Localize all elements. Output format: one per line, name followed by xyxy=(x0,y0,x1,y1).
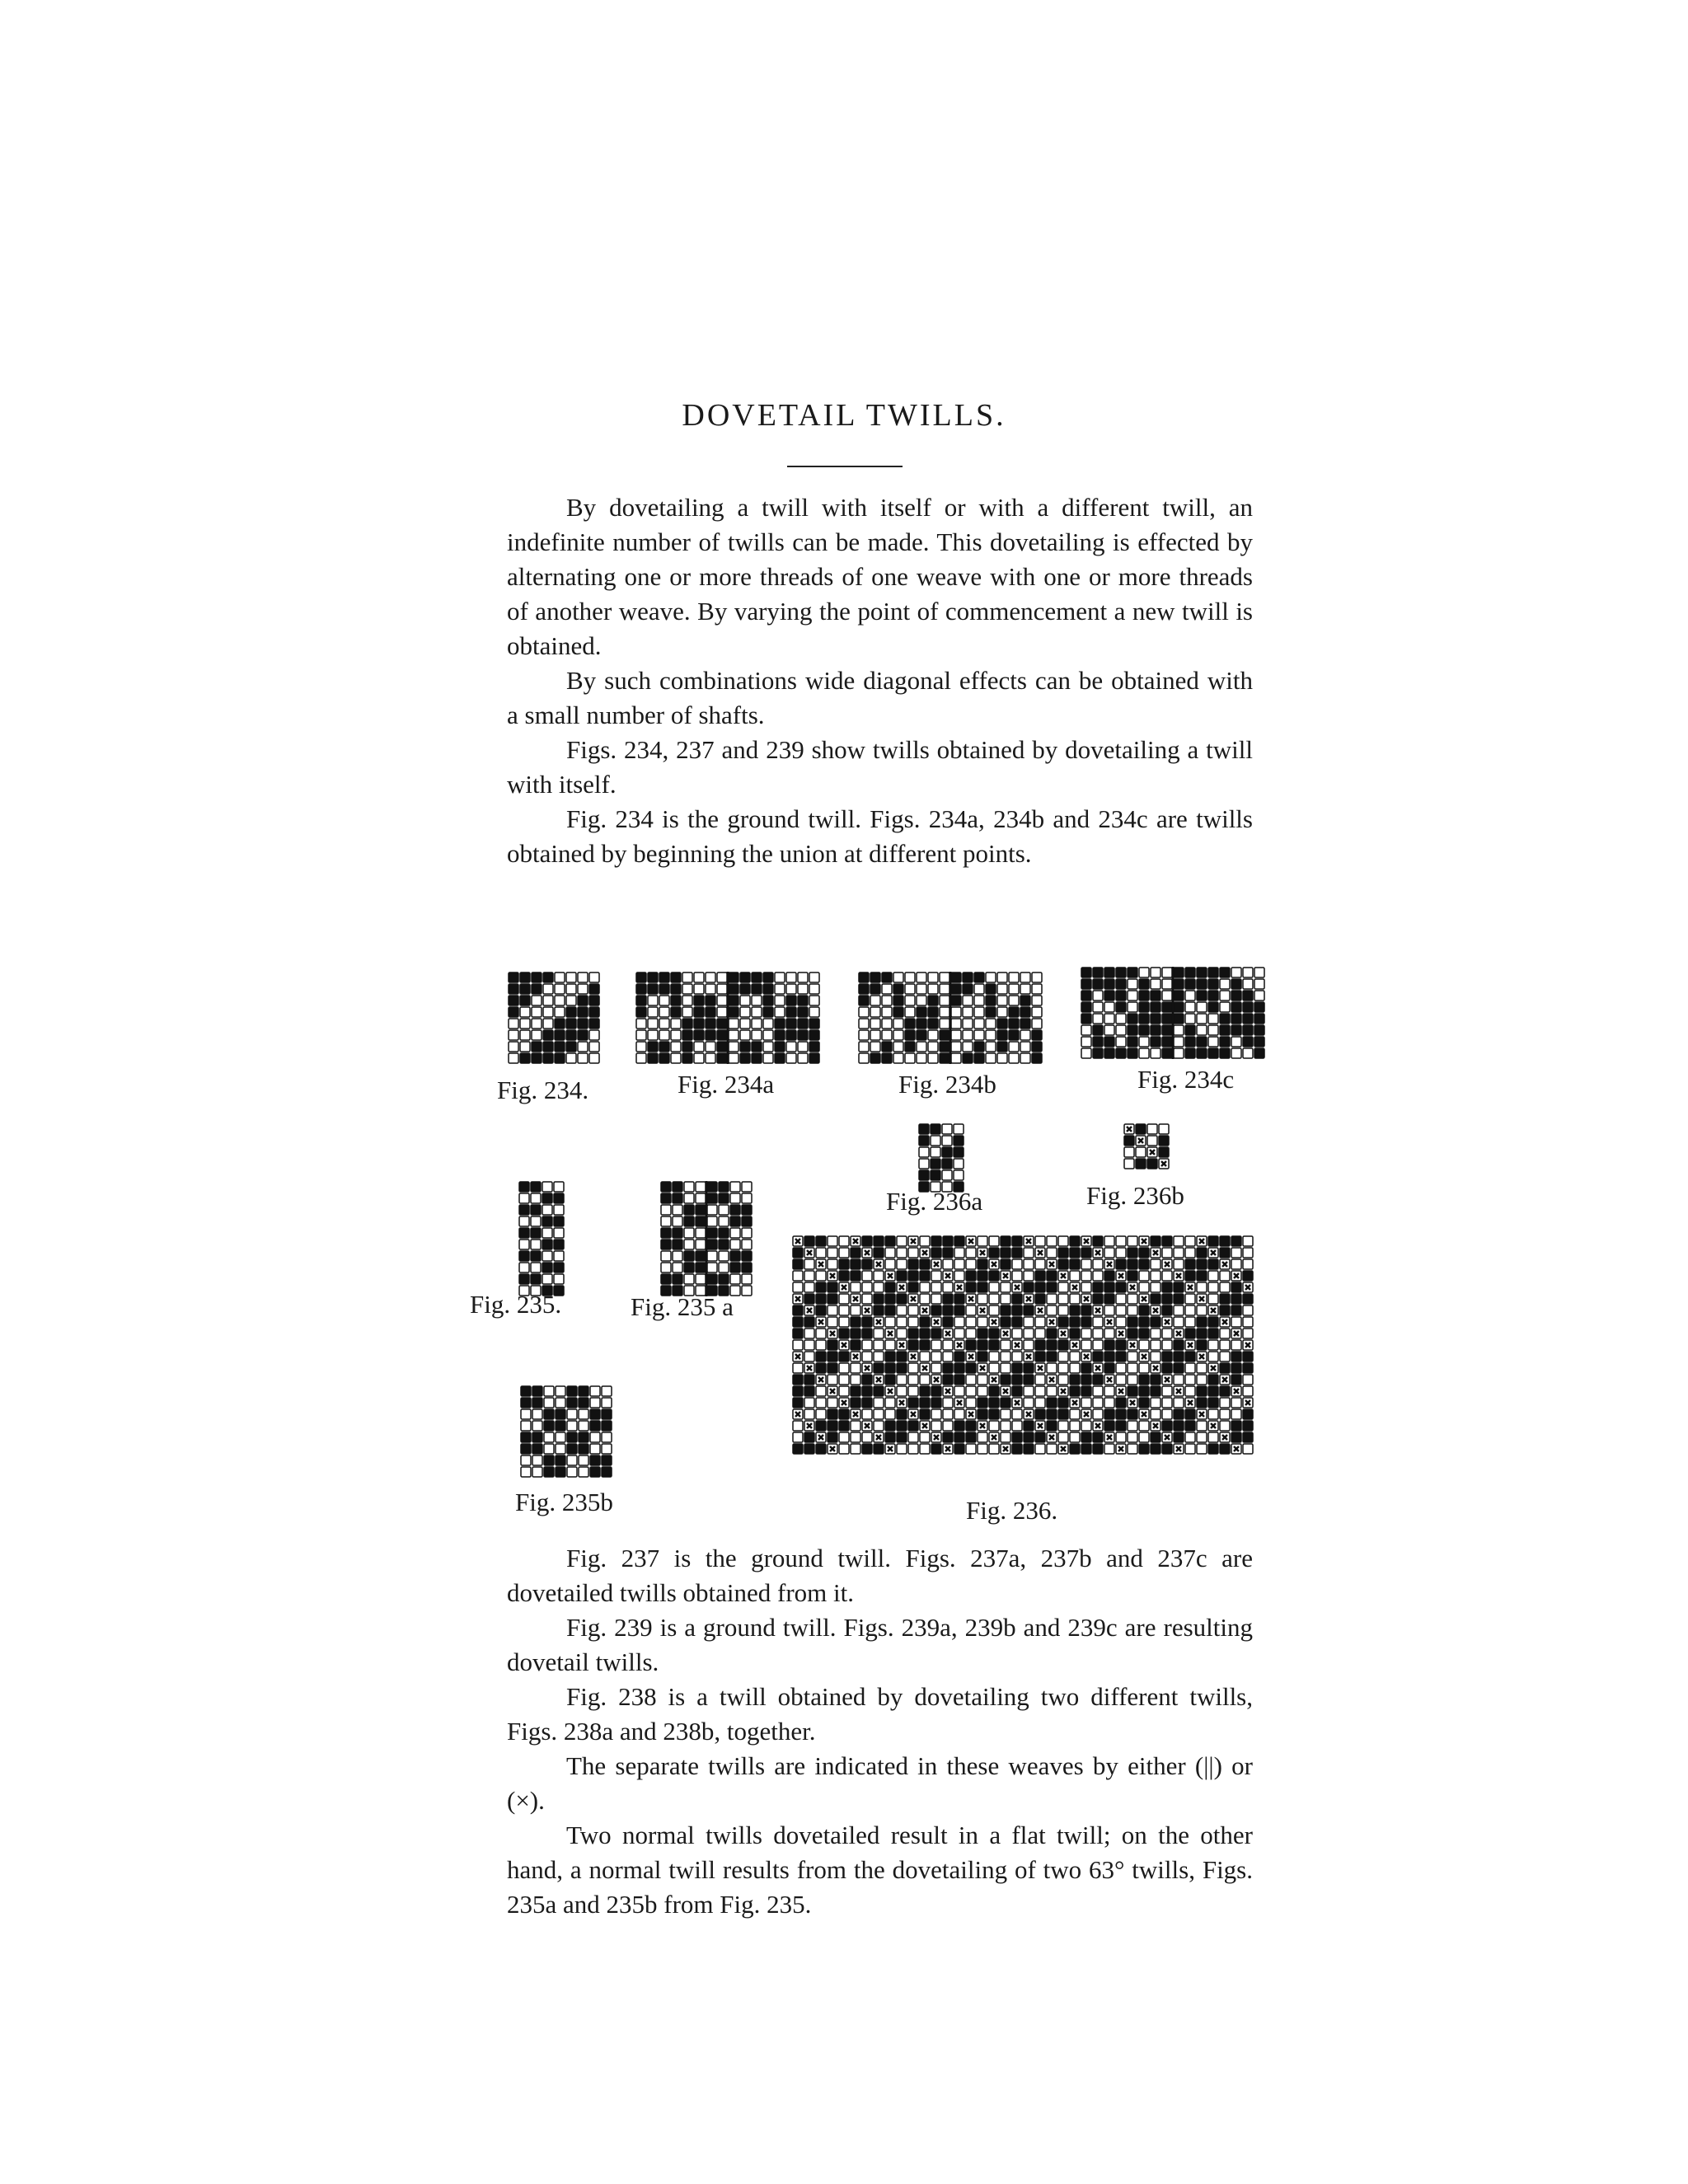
closing-text xyxy=(507,1541,1253,1922)
figure-caption: Fig. 234c xyxy=(1137,1065,1235,1094)
figure-caption: Fig. 236. xyxy=(966,1496,1058,1525)
weave-diagram-234 xyxy=(507,971,601,1065)
page-title: DOVETAIL TWILLS. xyxy=(682,398,1006,433)
figure-caption: Fig. 234b xyxy=(898,1070,996,1099)
weave-diagram-236b xyxy=(1123,1122,1170,1170)
figure-caption: Fig. 236b xyxy=(1086,1181,1184,1210)
figure-caption: Fig. 235b xyxy=(515,1488,613,1516)
paragraph: Fig. 234 is the ground twill. Figs. 234a, 234b and 234c are twills obtained by beginning the union at different points. xyxy=(507,804,1253,868)
weave-diagram-235 xyxy=(518,1180,565,1297)
figure-caption: Fig. 234. xyxy=(497,1076,589,1104)
figure-caption: Fig. 236a xyxy=(886,1187,983,1216)
weave-diagram-234c xyxy=(1080,966,1266,1060)
intro-text xyxy=(507,490,1253,871)
figure-caption: Fig. 235. xyxy=(470,1290,562,1319)
weave-diagram-235b xyxy=(519,1385,613,1479)
paragraph: Two normal twills dovetailed result in a flat twill; on the other hand, a normal twill results from the dovetailing of two 63° twills, Figs. 235a and 235b from Fig. 235. xyxy=(507,1821,1253,1919)
paragraph: The separate twills are indicated in these weaves by either (||) or (×). xyxy=(507,1751,1253,1815)
paragraph: Fig. 238 is a twill obtained by dovetailing two different twills, Figs. 238a and 238b, together. xyxy=(507,1682,1253,1746)
figure-caption: Fig. 235 a xyxy=(631,1292,734,1321)
weave-diagram-234b xyxy=(857,971,1043,1065)
paragraph: Fig. 239 is a ground twill. Figs. 239a, 239b and 239c are resulting dovetail twills. xyxy=(507,1613,1253,1676)
weave-diagram-236 xyxy=(791,1235,1254,1455)
weave-diagram-234a xyxy=(635,971,821,1065)
title-rule xyxy=(787,466,903,467)
weave-diagram-236a xyxy=(917,1122,965,1193)
figure-caption: Fig. 234a xyxy=(678,1070,775,1099)
paragraph: By such combinations wide diagonal effects can be obtained with a small number of shafts. xyxy=(507,666,1253,729)
paragraph: By dovetailing a twill with itself or with a different twill, an indefinite number of twills can be made. This dovetailing is effected by alternating one or more threads of one weave with one or more threads of another weave. By varying the point of commencement a new twill is obtained. xyxy=(507,493,1253,660)
paragraph: Fig. 237 is the ground twill. Figs. 237a, 237b and 237c are dovetailed twills obtained from it. xyxy=(507,1544,1253,1607)
weave-diagram-235a xyxy=(659,1180,753,1297)
paragraph: Figs. 234, 237 and 239 show twills obtained by dovetailing a twill with itself. xyxy=(507,735,1253,799)
